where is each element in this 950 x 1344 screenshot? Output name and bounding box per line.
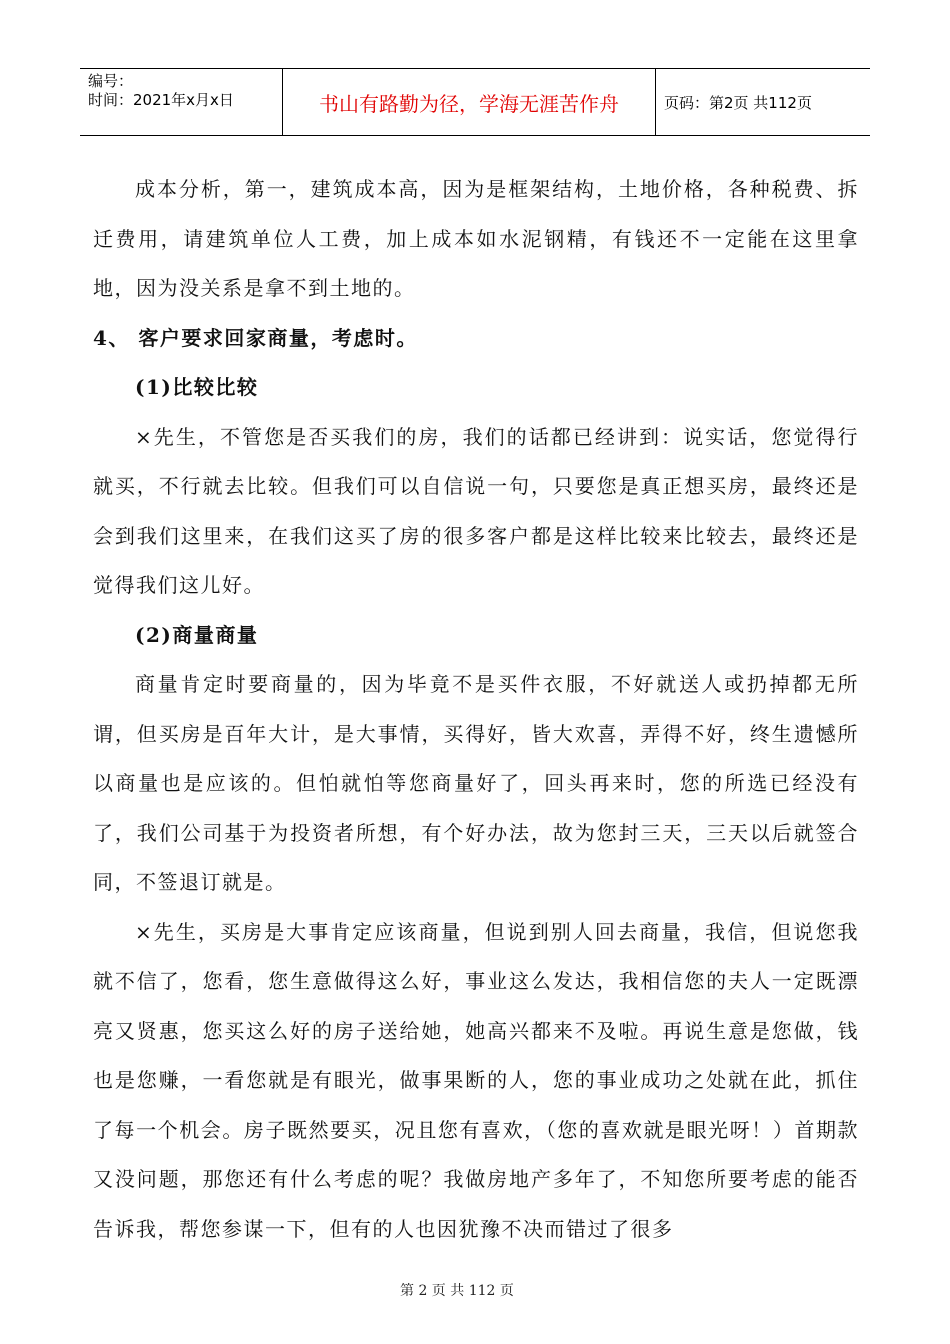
paragraph-discuss-1: 商量肯定时要商量的，因为毕竟不是买件衣服，不好就送人或扔掉都无所谓，但买房是百年大计，是大事情，买得好，皆大欢喜，弄得不好，终生遗憾所以商量也是应该的。但怕就怕等您商量好了，回头再来时，您的所选已经没有了，我们公司基于为投资者所想，有个好办法，故为您封三天，三天以后就签合同，不签退订就是。	[93, 672, 859, 894]
subheading-compare: (1)比较比较	[135, 375, 259, 399]
section-heading-4: 4、 客户要求回家商量，考虑时。	[93, 325, 418, 350]
paragraph-cost-analysis: 成本分析，第一，建筑成本高，因为是框架结构，土地价格，各种税费、拆迁费用，请建筑单位人工费，加上成本如水泥钢精，有钱还不一定能在这里拿地，因为没关系是拿不到土地的。	[93, 177, 859, 300]
paragraph-compare: ×先生，不管您是否买我们的房，我们的话都已经讲到：说实话，您觉得行就买，不行就去比较。但我们可以自信说一句，只要您是真正想买房，最终还是会到我们这里来，在我们这买了房的很多客户都是这样比较来比较去，最终还是觉得我们这儿好。	[93, 424, 859, 597]
page-footer: 第 2 页 共 112 页	[400, 1283, 514, 1299]
header-page-info: 页码：第2页 共112页	[664, 93, 812, 112]
number-label: 编号：	[88, 72, 134, 90]
subheading-discuss: (2)商量商量	[135, 622, 259, 647]
header-meta	[80, 69, 283, 135]
time-label: 时间：2021年x月x日	[88, 91, 234, 109]
paragraph-discuss-2: ×先生，买房是大事肯定应该商量，但说到别人回去商量，我信，但说您我就不信了，您看，您生意做得这么好，事业这么发达，我相信您的夫人一定既漂亮又贤惠，您买这么好的房子送给她，她高兴都来不及啦。再说生意是您做，钱也是您赚，一看您就是有眼光，做事果断的人，您的事业成功之处就在此，抓住了每一个机会。房子既然要买，况且您有喜欢，（您的喜欢就是眼光呀！）首期款又没问题，那您还有什么考虑的呢？我做房地产多年了，不知您所要考虑的能否告诉我，帮您参谋一下，但有的人也因犹豫不决而错过了很多	[93, 919, 859, 1241]
document-body	[93, 165, 859, 1254]
header-motto: 书山有路勤为径，学海无涯苦作舟	[283, 69, 656, 135]
page-header	[80, 68, 870, 136]
